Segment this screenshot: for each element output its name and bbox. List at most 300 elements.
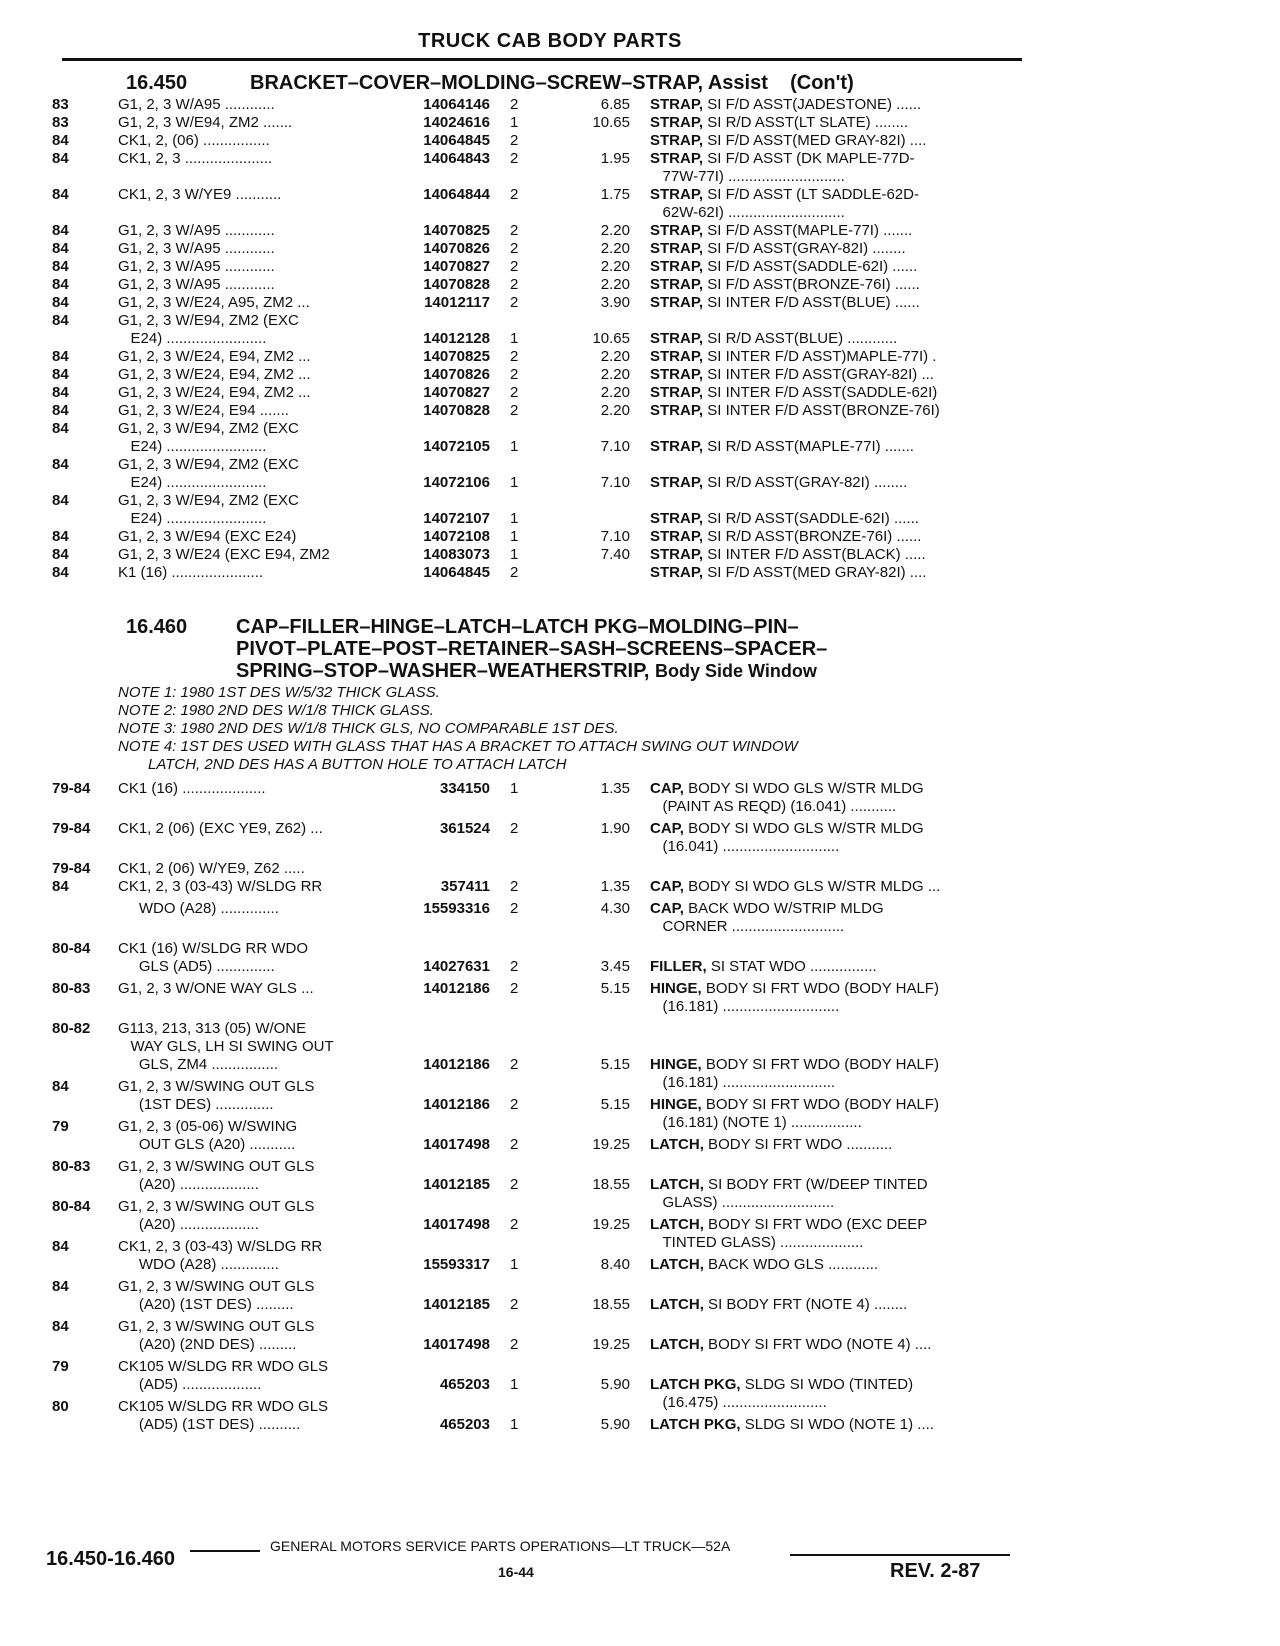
- part-name: STRAP,: [650, 150, 704, 167]
- model-application: G1, 2, 3 W/SWING OUT GLS (1ST DES) ..............: [118, 1078, 315, 1113]
- model-application: G1, 2, 3 (05-06) W/SWING OUT GLS (A20) ...........: [118, 1118, 298, 1153]
- quantity: 2: [510, 1096, 519, 1113]
- model-application: CK1, 2 (06) (EXC YE9, Z62) ...: [118, 820, 323, 837]
- price: 1.90: [600, 820, 630, 837]
- section-16-460-heading: [126, 616, 828, 682]
- model-application: G1, 2, 3 W/E94, ZM2 .......: [118, 114, 293, 131]
- price: 18.55: [592, 1176, 630, 1193]
- part-number: 14012128: [423, 330, 490, 347]
- quantity: 2: [510, 878, 519, 895]
- part-description: STRAP, SI R/D ASST(SADDLE-62I) ......: [650, 510, 919, 527]
- section-title-line3: [236, 660, 827, 682]
- model-year: 84: [52, 222, 69, 239]
- part-name: STRAP,: [650, 438, 704, 455]
- price: 2.20: [600, 348, 630, 365]
- table-row: [0, 564, 1030, 582]
- model-year: 80-84: [52, 1198, 91, 1215]
- model-application: CK105 W/SLDG RR WDO GLS (AD5) ...................: [118, 1358, 329, 1393]
- model-application: CK1 (16) ....................: [118, 780, 266, 797]
- quantity: 2: [510, 958, 519, 975]
- part-number: 14017498: [423, 1216, 490, 1233]
- part-name: LATCH PKG,: [650, 1416, 741, 1433]
- table-row: [0, 1278, 1030, 1318]
- quantity: 1: [510, 546, 519, 563]
- part-description: STRAP, SI F/D ASST(BRONZE-76I) ......: [650, 276, 920, 293]
- part-name: STRAP,: [650, 96, 704, 113]
- table-row: [0, 366, 1030, 384]
- price: 10.65: [592, 330, 630, 347]
- quantity: 2: [510, 1216, 519, 1233]
- model-application: G1, 2, 3 W/E24, A95, ZM2 ...: [118, 294, 310, 311]
- part-name: STRAP,: [650, 258, 704, 275]
- price: 3.90: [600, 294, 630, 311]
- part-name: HINGE,: [650, 1096, 702, 1113]
- model-application: CK1, 2, 3 (03-43) W/SLDG RR WDO (A28) ..............: [118, 1238, 323, 1273]
- part-name: CAP,: [650, 780, 684, 797]
- model-year: 84: [52, 258, 69, 275]
- model-year: 84: [52, 420, 69, 437]
- part-name: CAP,: [650, 878, 684, 895]
- quantity: 2: [510, 1176, 519, 1193]
- price: 1.35: [600, 878, 630, 895]
- quantity: 1: [510, 510, 519, 527]
- part-number: 14017498: [423, 1336, 490, 1353]
- part-number: 14027631: [423, 958, 490, 975]
- model-application: CK1, 2 (06) W/YE9, Z62 ..... CK1, 2, 3 (03-43) W/SLDG RR: [118, 860, 323, 895]
- model-application: G1, 2, 3 W/ONE WAY GLS ...: [118, 980, 314, 997]
- part-description: CAP, BODY SI WDO GLS W/STR MLDG (16.041) ............................: [650, 820, 924, 855]
- table-row: [0, 860, 1030, 900]
- part-description: LATCH, BODY SI FRT WDO (EXC DEEP TINTED GLASS) ....................: [650, 1216, 928, 1251]
- part-description: STRAP, SI INTER F/D ASST(GRAY-82I) ...: [650, 366, 934, 383]
- quantity: 1: [510, 780, 519, 797]
- part-description: STRAP, SI F/D ASST(MED GRAY-82I) ....: [650, 564, 927, 581]
- section-subtitle: Body Side Window: [654, 661, 817, 681]
- model-year: 84: [52, 1318, 69, 1335]
- model-application: G1, 2, 3 W/A95 ............: [118, 276, 275, 293]
- part-description: STRAP, SI INTER F/D ASST(BLUE) ......: [650, 294, 920, 311]
- price: 18.55: [592, 1296, 630, 1313]
- table-row: [0, 492, 1030, 528]
- part-name: LATCH,: [650, 1336, 704, 1353]
- table-row: [0, 384, 1030, 402]
- model-year: 84: [52, 240, 69, 257]
- table-row: [0, 420, 1030, 456]
- price: 2.20: [600, 366, 630, 383]
- part-name: FILLER,: [650, 958, 707, 975]
- part-number: 14083073: [423, 546, 490, 563]
- section-16-460-rows: [0, 780, 1030, 1438]
- table-row: [0, 312, 1030, 348]
- quantity: 2: [510, 1296, 519, 1313]
- quantity: 1: [510, 330, 519, 347]
- model-year: 84: [52, 366, 69, 383]
- price: 19.25: [592, 1136, 630, 1153]
- part-name: STRAP,: [650, 474, 704, 491]
- model-application: G1, 2, 3 W/A95 ............: [118, 96, 275, 113]
- table-row: [0, 546, 1030, 564]
- model-year: 80: [52, 1398, 69, 1415]
- part-name: STRAP,: [650, 564, 704, 581]
- part-description: LATCH, SI BODY FRT (W/DEEP TINTED GLASS) ...........................: [650, 1176, 928, 1211]
- part-name: LATCH,: [650, 1176, 704, 1193]
- table-row: [0, 900, 1030, 940]
- table-row: [0, 114, 1030, 132]
- part-description: CAP, BODY SI WDO GLS W/STR MLDG (PAINT AS REQD) (16.041) ...........: [650, 780, 924, 815]
- table-row: [0, 1318, 1030, 1358]
- quantity: 2: [510, 186, 519, 203]
- table-row: [0, 940, 1030, 980]
- table-row: [0, 240, 1030, 258]
- price: 7.40: [600, 546, 630, 563]
- part-name: CAP,: [650, 900, 684, 917]
- quantity: 1: [510, 1376, 519, 1393]
- price: 7.10: [600, 474, 630, 491]
- price: 5.90: [600, 1376, 630, 1393]
- table-row: [0, 294, 1030, 312]
- part-name: STRAP,: [650, 510, 704, 527]
- section-title-line3-text: SPRING–STOP–WASHER–WEATHERSTRIP,: [236, 660, 650, 682]
- price: 2.20: [600, 276, 630, 293]
- model-year: 84: [52, 1238, 69, 1255]
- section-16-450-heading: [126, 72, 854, 94]
- model-year: 84: [52, 132, 69, 149]
- part-name: LATCH PKG,: [650, 1376, 741, 1393]
- price: 7.10: [600, 438, 630, 455]
- table-row: [0, 1238, 1030, 1278]
- part-number: 14070825: [423, 348, 490, 365]
- part-number: 14064146: [423, 96, 490, 113]
- section-number: 16.450: [126, 72, 188, 94]
- model-year: 84: [52, 312, 69, 329]
- part-number: 14070827: [423, 384, 490, 401]
- note-4-cont: LATCH, 2ND DES HAS A BUTTON HOLE TO ATTACH LATCH: [148, 756, 567, 773]
- quantity: 2: [510, 276, 519, 293]
- model-application: G1, 2, 3 W/A95 ............: [118, 240, 275, 257]
- price: 5.15: [600, 1096, 630, 1113]
- quantity: 2: [510, 366, 519, 383]
- part-description: STRAP, SI INTER F/D ASST(SADDLE-62I): [650, 384, 938, 401]
- part-number: 14072107: [423, 510, 490, 527]
- price: 5.15: [600, 1056, 630, 1073]
- part-number: 361524: [439, 820, 490, 837]
- part-number: 14070825: [423, 222, 490, 239]
- part-name: STRAP,: [650, 366, 704, 383]
- model-application: G1, 2, 3 W/A95 ............: [118, 258, 275, 275]
- table-row: [0, 528, 1030, 546]
- model-year: 84: [52, 546, 69, 563]
- price: 2.20: [600, 258, 630, 275]
- model-year: 83: [52, 96, 69, 113]
- note-3: NOTE 3: 1980 2ND DES W/1/8 THICK GLS, NO COMPARABLE 1ST DES.: [118, 720, 619, 737]
- part-name: STRAP,: [650, 186, 704, 203]
- table-row: [0, 276, 1030, 294]
- price: 19.25: [592, 1336, 630, 1353]
- part-number: 14064843: [423, 150, 490, 167]
- quantity: 2: [510, 1336, 519, 1353]
- table-row: [0, 1118, 1030, 1158]
- model-application: WDO (A28) ..............: [118, 900, 279, 917]
- part-name: STRAP,: [650, 114, 704, 131]
- price: 6.85: [600, 96, 630, 113]
- price: 2.20: [600, 402, 630, 419]
- part-number: 14072105: [423, 438, 490, 455]
- part-name: STRAP,: [650, 402, 704, 419]
- part-description: LATCH, BODY SI FRT WDO ...........: [650, 1136, 893, 1153]
- part-number: 14070827: [423, 258, 490, 275]
- quantity: 2: [510, 402, 519, 419]
- part-name: LATCH,: [650, 1296, 704, 1313]
- quantity: 2: [510, 294, 519, 311]
- quantity: 2: [510, 96, 519, 113]
- part-description: STRAP, SI F/D ASST(SADDLE-62I) ......: [650, 258, 918, 275]
- part-number: 357411: [440, 878, 490, 895]
- note-4: NOTE 4: 1ST DES USED WITH GLASS THAT HAS A BRACKET TO ATTACH SWING OUT WINDOW: [118, 738, 798, 755]
- model-year: 84: [52, 456, 69, 473]
- part-description: STRAP, SI F/D ASST (LT SADDLE-62D- 62W-62I) ............................: [650, 186, 919, 221]
- section-number: 16.460: [126, 616, 188, 638]
- model-application: G1, 2, 3 W/E94, ZM2 (EXC E24) ........................: [118, 492, 299, 527]
- section-16-450-rows: [0, 96, 1030, 582]
- part-description: STRAP, SI F/D ASST(GRAY-82I) ........: [650, 240, 906, 257]
- model-application: G1, 2, 3 W/E94, ZM2 (EXC E24) ........................: [118, 456, 299, 491]
- part-description: LATCH, SI BODY FRT (NOTE 4) ........: [650, 1296, 908, 1313]
- table-row: [0, 820, 1030, 860]
- price: 2.20: [600, 222, 630, 239]
- table-row: [0, 348, 1030, 366]
- table-row: [0, 150, 1030, 186]
- part-name: STRAP,: [650, 528, 704, 545]
- quantity: 2: [510, 980, 519, 997]
- quantity: 2: [510, 132, 519, 149]
- price: 10.65: [592, 114, 630, 131]
- model-application: G1, 2, 3 W/E94, ZM2 (EXC E24) ........................: [118, 312, 299, 347]
- part-description: CAP, BACK WDO W/STRIP MLDG CORNER ...........................: [650, 900, 884, 935]
- part-description: STRAP, SI R/D ASST(BRONZE-76I) ......: [650, 528, 922, 545]
- part-description: LATCH, BODY SI FRT WDO (NOTE 4) ....: [650, 1336, 932, 1353]
- notes-block: [118, 684, 1018, 774]
- part-name: STRAP,: [650, 240, 704, 257]
- part-number: 14064844: [423, 186, 490, 203]
- price: 19.25: [592, 1216, 630, 1233]
- note-1: NOTE 1: 1980 1ST DES W/5/32 THICK GLASS.: [118, 684, 440, 701]
- quantity: 2: [510, 384, 519, 401]
- quantity: 1: [510, 1256, 519, 1273]
- model-application: G1, 2, 3 W/SWING OUT GLS (A20) (1ST DES) .........: [118, 1278, 315, 1313]
- model-year: 80-83: [52, 1158, 91, 1175]
- part-number: 465203: [439, 1376, 490, 1393]
- quantity: 2: [510, 820, 519, 837]
- footer-revision: REV. 2-87: [890, 1560, 981, 1582]
- part-name: STRAP,: [650, 330, 704, 347]
- part-description: STRAP, SI R/D ASST(BLUE) ............: [650, 330, 898, 347]
- footer-page-number: 16-44: [498, 1564, 534, 1580]
- part-description: STRAP, SI R/D ASST(GRAY-82I) ........: [650, 474, 908, 491]
- part-number: 334150: [439, 780, 490, 797]
- part-name: STRAP,: [650, 546, 704, 563]
- part-number: 14070826: [423, 366, 490, 383]
- quantity: 2: [510, 240, 519, 257]
- price: 5.15: [600, 980, 630, 997]
- model-application: G1, 2, 3 W/E24 (EXC E94, ZM2: [118, 546, 330, 563]
- part-number: 14064845: [423, 132, 490, 149]
- model-year: 84: [52, 1078, 69, 1095]
- part-number: 14012186: [423, 980, 490, 997]
- model-year: 84: [52, 402, 69, 419]
- model-year: 84: [52, 564, 69, 581]
- model-application: G1, 2, 3 W/E94, ZM2 (EXC E24) ........................: [118, 420, 299, 455]
- part-number: 14012185: [423, 1176, 490, 1193]
- part-number: 14017498: [423, 1136, 490, 1153]
- part-name: STRAP,: [650, 294, 704, 311]
- quantity: 1: [510, 528, 519, 545]
- page-title: TRUCK CAB BODY PARTS: [418, 30, 682, 52]
- model-year: 79: [52, 1118, 69, 1135]
- quantity: 2: [510, 258, 519, 275]
- price: 5.90: [600, 1416, 630, 1433]
- header-rule: [62, 58, 1022, 61]
- price: 7.10: [600, 528, 630, 545]
- part-number: 14012117: [424, 294, 490, 311]
- part-description: LATCH, BACK WDO GLS ............: [650, 1256, 879, 1273]
- section-title-line1: CAP–FILLER–HINGE–LATCH–LATCH PKG–MOLDING–PIN–: [236, 616, 799, 638]
- part-number: 14072108: [423, 528, 490, 545]
- table-row: [0, 980, 1030, 1020]
- footer-section-range: 16.450-16.460: [46, 1548, 176, 1570]
- model-application: G1, 2, 3 W/SWING OUT GLS (A20) ...................: [118, 1158, 315, 1193]
- price: 1.75: [600, 186, 630, 203]
- quantity: 2: [510, 348, 519, 365]
- part-number: 14070828: [423, 402, 490, 419]
- part-name: LATCH,: [650, 1216, 704, 1233]
- section-title-line2: PIVOT–PLATE–POST–RETAINER–SASH–SCREENS–SPACER–: [236, 638, 828, 660]
- section-title-text: BRACKET–COVER–MOLDING–SCREW–STRAP, Assist: [250, 72, 768, 94]
- part-description: HINGE, BODY SI FRT WDO (BODY HALF) (16.181) ...........................: [650, 1056, 939, 1091]
- part-number: 14064845: [423, 564, 490, 581]
- model-year: 84: [52, 348, 69, 365]
- model-year: 84: [52, 276, 69, 293]
- model-year: 84: [52, 492, 69, 509]
- quantity: 2: [510, 222, 519, 239]
- table-row: [0, 222, 1030, 240]
- part-description: HINGE, BODY SI FRT WDO (BODY HALF) (16.181) (NOTE 1) .................: [650, 1096, 939, 1131]
- part-number: 14072106: [423, 474, 490, 491]
- model-year: 79-84 84: [52, 860, 91, 895]
- part-number: 14070828: [423, 276, 490, 293]
- part-name: HINGE,: [650, 1056, 702, 1073]
- model-application: K1 (16) ......................: [118, 564, 264, 581]
- table-row: [0, 780, 1030, 820]
- quantity: 1: [510, 438, 519, 455]
- footer-rule-left: [190, 1550, 260, 1552]
- footer-rule-right: [790, 1554, 1010, 1556]
- model-year: 79-84: [52, 820, 91, 837]
- part-name: STRAP,: [650, 384, 704, 401]
- model-application: CK1, 2, 3 .....................: [118, 150, 273, 167]
- footer-organization: GENERAL MOTORS SERVICE PARTS OPERATIONS—LT TRUCK—52A: [270, 1538, 731, 1554]
- part-description: STRAP, SI INTER F/D ASST(BRONZE-76I): [650, 402, 940, 419]
- part-name: LATCH,: [650, 1136, 704, 1153]
- part-number: 14070826: [423, 240, 490, 257]
- part-number: 15593316: [423, 900, 490, 917]
- model-year: 84: [52, 528, 69, 545]
- part-description: LATCH PKG, SLDG SI WDO (NOTE 1) ....: [650, 1416, 934, 1433]
- part-description: HINGE, BODY SI FRT WDO (BODY HALF) (16.181) ............................: [650, 980, 939, 1015]
- model-year: 80-84: [52, 940, 91, 957]
- quantity: 1: [510, 114, 519, 131]
- part-description: STRAP, SI INTER F/D ASST)MAPLE-77I) .: [650, 348, 937, 365]
- model-year: 84: [52, 294, 69, 311]
- model-year: 84: [52, 186, 69, 203]
- model-application: CK1, 2, 3 W/YE9 ...........: [118, 186, 282, 203]
- price: 2.20: [600, 384, 630, 401]
- model-year: 84: [52, 1278, 69, 1295]
- model-year: 83: [52, 114, 69, 131]
- model-application: CK105 W/SLDG RR WDO GLS (AD5) (1ST DES) ..........: [118, 1398, 329, 1433]
- section-cont: (Con't): [790, 72, 854, 94]
- part-number: 14012186: [423, 1096, 490, 1113]
- model-application: G1, 2, 3 W/A95 ............: [118, 222, 275, 239]
- price: 8.40: [600, 1256, 630, 1273]
- part-number: 15593317: [423, 1256, 490, 1273]
- part-number: 14012186: [423, 1056, 490, 1073]
- part-description: STRAP, SI INTER F/D ASST(BLACK) .....: [650, 546, 926, 563]
- part-description: LATCH PKG, SLDG SI WDO (TINTED) (16.475) .........................: [650, 1376, 914, 1411]
- model-application: G1, 2, 3 W/SWING OUT GLS (A20) ...................: [118, 1198, 315, 1233]
- model-application: G1, 2, 3 W/SWING OUT GLS (A20) (2ND DES) .........: [118, 1318, 315, 1353]
- part-name: HINGE,: [650, 980, 702, 997]
- model-application: G1, 2, 3 W/E94 (EXC E24): [118, 528, 297, 545]
- part-name: STRAP,: [650, 132, 704, 149]
- quantity: 2: [510, 150, 519, 167]
- model-year: 84: [52, 150, 69, 167]
- part-description: STRAP, SI F/D ASST(JADESTONE) ......: [650, 96, 922, 113]
- table-row: [0, 132, 1030, 150]
- part-description: STRAP, SI R/D ASST(MAPLE-77I) .......: [650, 438, 914, 455]
- price: 2.20: [600, 240, 630, 257]
- part-name: CAP,: [650, 820, 684, 837]
- model-year: 79-84: [52, 780, 91, 797]
- quantity: 2: [510, 900, 519, 917]
- section-title: [250, 72, 854, 94]
- price: 1.95: [600, 150, 630, 167]
- part-name: STRAP,: [650, 222, 704, 239]
- model-application: CK1, 2, (06) ................: [118, 132, 270, 149]
- table-row: [0, 456, 1030, 492]
- table-row: [0, 186, 1030, 222]
- table-row: [0, 96, 1030, 114]
- quantity: 2: [510, 1056, 519, 1073]
- part-description: FILLER, SI STAT WDO ................: [650, 958, 877, 975]
- quantity: 2: [510, 1136, 519, 1153]
- part-description: STRAP, SI R/D ASST(LT SLATE) ........: [650, 114, 909, 131]
- model-application: G1, 2, 3 W/E24, E94 .......: [118, 402, 289, 419]
- model-year: 80-83: [52, 980, 91, 997]
- note-2: NOTE 2: 1980 2ND DES W/1/8 THICK GLASS.: [118, 702, 434, 719]
- model-application: G1, 2, 3 W/E24, E94, ZM2 ...: [118, 348, 311, 365]
- part-number: 14012185: [423, 1296, 490, 1313]
- price: 3.45: [600, 958, 630, 975]
- model-year: 84: [52, 384, 69, 401]
- model-application: G1, 2, 3 W/E24, E94, ZM2 ...: [118, 366, 311, 383]
- part-description: CAP, BODY SI WDO GLS W/STR MLDG ...: [650, 878, 941, 895]
- model-application: G1, 2, 3 W/E24, E94, ZM2 ...: [118, 384, 311, 401]
- part-number: 465203: [439, 1416, 490, 1433]
- part-name: STRAP,: [650, 348, 704, 365]
- part-name: LATCH,: [650, 1256, 704, 1273]
- table-row: [0, 402, 1030, 420]
- model-application: CK1 (16) W/SLDG RR WDO GLS (AD5) ..............: [118, 940, 309, 975]
